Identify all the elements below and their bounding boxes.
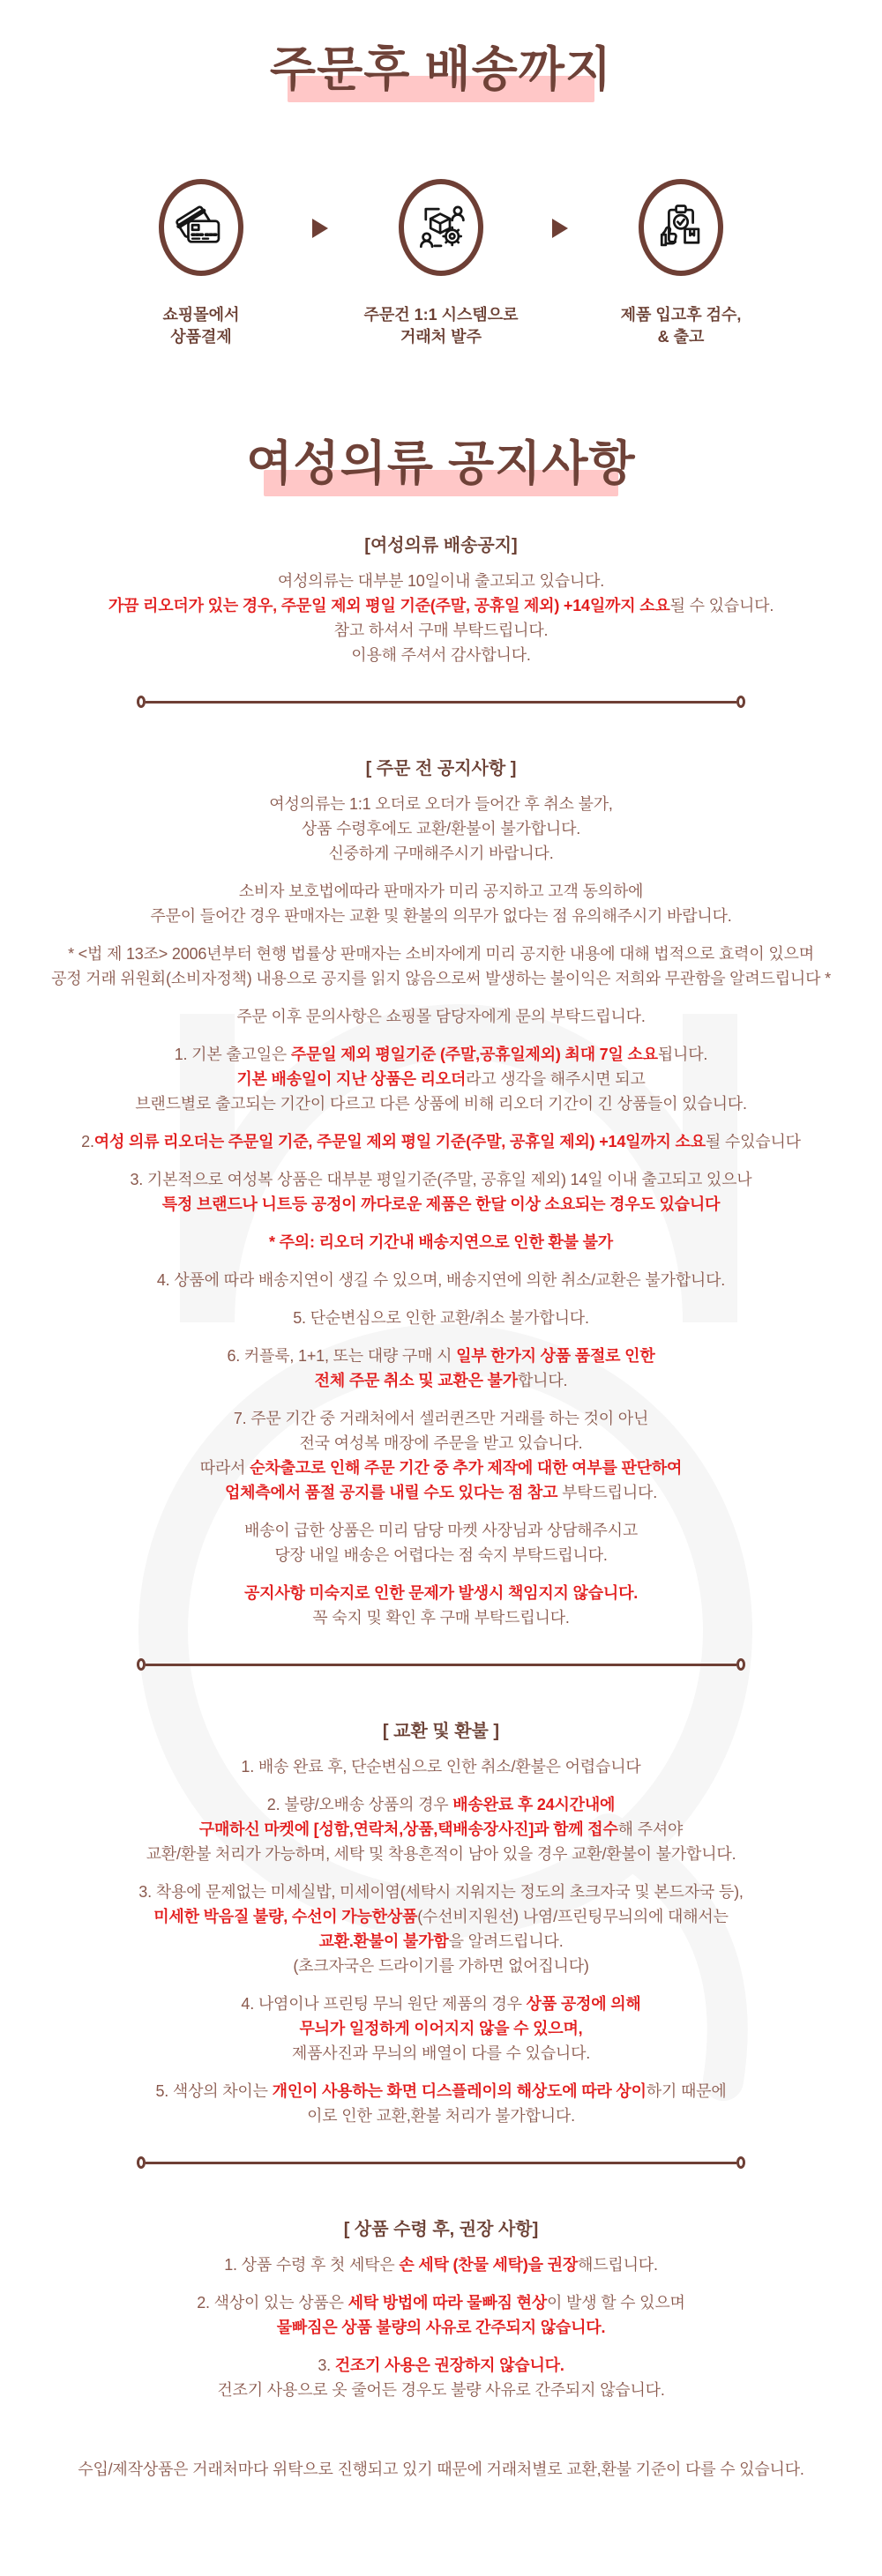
notice-text-segment: 해드립니다. <box>578 2256 658 2274</box>
process-step <box>331 179 551 348</box>
divider-dot <box>137 1658 146 1671</box>
page-title <box>0 0 882 100</box>
notice-title <box>0 426 882 494</box>
footer-note: 수입/제작상품은 거래처마다 위탁으로 진행되고 있기 때문에 거래처별로 교환,환불 기준이 다를 수 있습니다. <box>78 2461 804 2478</box>
notice-text-segment: 교환.환불이 불가함 <box>318 1932 449 1950</box>
notice-text-segment: 합니다. <box>517 1372 568 1389</box>
credit-card-icon <box>176 202 227 253</box>
notice-line <box>0 1306 882 1330</box>
notice-text-segment: 1. 기본 출고일은 <box>174 1046 291 1063</box>
notice-text-segment: 당장 내일 배송은 어렵다는 점 숙지 부탁드립니다. <box>274 1546 608 1564</box>
notice-paragraph <box>0 1992 882 2066</box>
divider-line <box>146 2162 736 2164</box>
notice-line <box>0 1268 882 1292</box>
notice-line <box>0 1129 882 1154</box>
section-divider <box>137 696 745 708</box>
notice-text-segment: (수선비지원선) 나염/프린팅무늬의에 대해서는 <box>417 1908 729 1925</box>
notice-text-segment: 이로 인한 교환,환불 처리가 불가합니다. <box>307 2107 575 2125</box>
notice-text-segment: 5. 색상의 차이는 <box>155 2082 273 2100</box>
divider-dot <box>736 696 745 708</box>
notice-line <box>0 904 882 928</box>
notice-text-segment: 6. 커플룩, 1+1, 또는 대량 구매 시 <box>227 1347 457 1365</box>
process-step-label-line: 상품결제 <box>170 328 232 346</box>
notice-text-segment: 업체측에서 품절 공지를 내릴 수도 있다는 점 참고 <box>224 1484 558 1501</box>
notice-text-segment: (초크자국은 드라이기를 가하면 없어집니다) <box>293 1957 589 1975</box>
notice-line <box>0 1431 882 1456</box>
notice-text-segment: 소비자 보호법에따라 판매자가 미리 공지하고 고객 동의하에 <box>238 882 644 900</box>
notice-text-segment: 주문일 제외 평일기준 (주말,공휴일제외) 최대 7일 소요 <box>290 1046 658 1063</box>
notice-paragraph <box>0 1754 882 1779</box>
notice-paragraph <box>0 1344 882 1393</box>
notice-paragraph <box>0 1268 882 1292</box>
notice-paragraph <box>0 1581 882 1630</box>
section-heading: [여성의류 배송공지] <box>364 536 518 555</box>
section-heading: [ 교환 및 환불 ] <box>382 1722 500 1741</box>
notice-paragraph <box>0 1167 882 1217</box>
notice-line <box>0 816 882 841</box>
notice-line <box>0 1792 882 1817</box>
divider-line <box>146 1664 736 1666</box>
notice-paragraph <box>0 1406 882 1505</box>
notice-text-segment: 일부 한가지 상품 품절로 인한 <box>456 1347 655 1365</box>
notice-text-segment: 상품 공정에 의해 <box>526 1995 641 2013</box>
notice-line <box>0 1992 882 2016</box>
notice-paragraph <box>0 569 882 667</box>
page-title-text: 주문후 배송까지 <box>265 32 617 100</box>
notice-text-segment: 라고 생각을 해주시면 되고 <box>466 1070 646 1088</box>
process-step-circle <box>399 179 483 276</box>
notice-text-segment: 배송이 급한 상품은 미리 담당 마켓 사장님과 상담해주시고 <box>243 1522 639 1539</box>
inspection-icon <box>655 202 706 253</box>
notice-text-segment: 이 발생 할 수 있으며 <box>547 2294 685 2312</box>
process-step-circle <box>159 179 243 276</box>
process-step <box>571 179 791 348</box>
process-step-label-line: 쇼핑몰에서 <box>162 306 240 324</box>
notice-line <box>0 2103 882 2128</box>
notice-paragraph <box>0 1042 882 1116</box>
notice-line <box>0 1581 882 1605</box>
notice-paragraph <box>0 1880 882 1978</box>
notice-section <box>0 1716 882 2169</box>
notice-text-segment: 교환/환불 처리가 가능하며, 세탁 및 착용흔적이 남아 있을 경우 교환/환불이 불가합니다. <box>146 1845 736 1863</box>
notice-text-segment: 이용해 주셔서 감사합니다. <box>351 646 531 664</box>
notice-line <box>0 1192 882 1217</box>
notice-line <box>0 2353 882 2378</box>
order-system-icon <box>415 202 467 253</box>
notice-line <box>0 1230 882 1254</box>
notice-text-segment: 4. 나염이나 프린팅 무늬 원단 제품의 경우 <box>241 1995 527 2013</box>
notice-line <box>0 879 882 904</box>
notice-paragraph <box>0 1230 882 1254</box>
notice-paragraph <box>0 879 882 928</box>
notice-paragraph <box>0 2353 882 2402</box>
notice-line <box>0 2378 882 2402</box>
notice-section <box>0 531 882 708</box>
notice-line <box>0 569 882 593</box>
notice-text-segment: 3. 기본적으로 여성복 상품은 대부분 평일기준(주말, 공휴일 제외) 14일 이내 출고되고 있으나 <box>130 1171 752 1188</box>
notice-text-segment: 주문이 들어간 경우 판매자는 교환 및 환불의 의무가 없다는 점 유의해주시기 바랍니다. <box>150 907 732 925</box>
section-divider <box>137 1658 745 1671</box>
notice-text-segment: 1. 배송 완료 후, 단순변심으로 인한 취소/환불은 어렵습니다 <box>241 1758 641 1776</box>
notice-line <box>0 1167 882 1192</box>
process-step-label <box>331 304 551 348</box>
notice-text-segment: 3. <box>318 2356 335 2374</box>
notice-paragraph <box>0 792 882 866</box>
notice-sections <box>0 531 882 2402</box>
notice-text-segment: 공지사항 미숙지로 인한 문제가 발생시 책임지지 않습니다. <box>243 1584 639 1602</box>
notice-line <box>0 1067 882 1091</box>
notice-line <box>0 1368 882 1393</box>
notice-text-segment: 3. 착용에 문제없는 미세실밥, 미세이염(세탁시 지워지는 정도의 초크자국 및 본드자국 등), <box>138 1883 744 1901</box>
notice-line <box>0 1456 882 1480</box>
notice-line <box>0 1480 882 1505</box>
process-step-label-line: 제품 입고후 검수, <box>620 306 742 324</box>
notice-line <box>0 1406 882 1431</box>
notice-text-segment: 4. 상품에 따라 배송지연이 생길 수 있으며, 배송지연에 의한 취소/교환은 불가합니다. <box>156 1271 726 1289</box>
notice-paragraph <box>0 1306 882 1330</box>
notice-text-segment: 해 주셔야 <box>617 1820 684 1838</box>
notice-text-segment: 될 수있습니다 <box>705 1133 801 1150</box>
notice-line <box>0 2252 882 2277</box>
notice-text-segment: 여성 의류 리오더는 주문일 기준, 주문일 제외 평일 기준(주말, 공휴일 제외) +14일까지 소요 <box>93 1133 706 1150</box>
notice-text-segment: 무늬가 일정하게 이어지지 않을 수 있으며, <box>299 2020 583 2037</box>
notice-line <box>0 1042 882 1067</box>
divider-dot <box>137 2156 146 2169</box>
notice-line <box>0 1344 882 1368</box>
notice-text-segment: 공정 거래 위원회(소비자정책) 내용으로 공지를 읽지 않음으로써 발생하는 불이익은 저희와 무관함을 알려드립니다 * <box>51 970 831 987</box>
notice-line <box>0 1518 882 1543</box>
notice-line <box>0 2315 882 2340</box>
notice-line <box>0 1004 882 1029</box>
process-step-circle <box>639 179 723 276</box>
notice-section <box>0 754 882 1671</box>
notice-line <box>0 2041 882 2066</box>
notice-text-segment: 순차출고로 인해 주문 기간 중 추가 제작에 대한 여부를 판단하여 <box>250 1459 683 1477</box>
section-heading: [ 주문 전 공지사항 ] <box>365 759 517 778</box>
notice-text-segment: * 주의: 리오더 기간내 배송지연으로 인한 환불 불가 <box>269 1233 613 1251</box>
notice-text-segment: 따라서 <box>199 1459 250 1477</box>
notice-text-segment: 여성의류는 1:1 오더로 오더가 들어간 후 취소 불가, <box>269 795 613 813</box>
process-step <box>91 179 311 348</box>
notice-line <box>0 1929 882 1954</box>
notice-text-segment: 하기 때문에 <box>646 2082 727 2100</box>
notice-text-segment: 손 세탁 (찬물 세탁)을 권장 <box>399 2256 579 2274</box>
notice-line <box>0 1880 882 1904</box>
notice-line <box>0 841 882 866</box>
notice-text-segment: 건조기 사용으로 옷 줄어든 경우도 불량 사유로 간주되지 않습니다. <box>217 2381 665 2399</box>
notice-title-text: 여성의류 공지사항 <box>241 426 640 494</box>
notice-text-segment: 제품사진과 무늬의 배열이 다를 수 있습니다. <box>291 2044 591 2062</box>
notice-line <box>0 1754 882 1779</box>
notice-line <box>0 1904 882 1929</box>
arrow-right-icon <box>551 218 571 239</box>
divider-dot <box>736 2156 745 2169</box>
notice-text-segment: 5. 단순변심으로 인한 교환/취소 불가합니다. <box>293 1309 589 1327</box>
notice-text-segment: 구매하신 마켓에 [성함,연락처,상품,택배송장사진]과 함께 접수 <box>198 1820 618 1838</box>
notice-line <box>0 966 882 991</box>
notice-paragraph <box>0 2079 882 2128</box>
notice-line <box>0 2079 882 2103</box>
notice-section <box>0 2215 882 2402</box>
notice-line <box>0 1817 882 1842</box>
notice-line <box>0 618 882 643</box>
notice-text-segment: 특정 브랜드나 니트등 공정이 까다로운 제품은 한달 이상 소요되는 경우도 있습니다 <box>161 1195 721 1213</box>
process-step-label-line: 주문건 1:1 시스템으로 <box>363 306 519 324</box>
notice-text-segment: 부탁드립니다. <box>557 1484 658 1501</box>
notice-paragraph <box>0 1004 882 1029</box>
notice-text-segment: * <법 제 13조> 2006년부터 현행 법률상 판매자는 소비자에게 미리 공지한 내용에 대해 법적으로 효력이 있으며 <box>68 945 814 963</box>
notice-text-segment: 여성의류는 대부분 10일이내 출고되고 있습니다. <box>277 572 605 590</box>
notice-text-segment: 전국 여성복 매장에 주문을 받고 있습니다. <box>299 1434 583 1452</box>
notice-paragraph <box>0 1518 882 1567</box>
notice-paragraph <box>0 2252 882 2277</box>
process-step-label-line: & 출고 <box>657 328 705 346</box>
notice-text-segment: 을 알려드립니다. <box>448 1932 564 1950</box>
notice-text-segment: 개인이 사용하는 화면 디스플레이의 해상도에 따라 상이 <box>272 2082 647 2100</box>
notice-text-segment: 미세한 박음질 불량, 수선이 가능한상품 <box>153 1908 418 1925</box>
notice-text-segment: 참고 하셔서 구매 부탁드립니다. <box>333 622 549 639</box>
notice-text-segment: 됩니다. <box>657 1046 708 1063</box>
notice-line <box>0 1543 882 1567</box>
notice-text-segment: 상품 수령후에도 교환/환불이 불가합니다. <box>301 820 581 838</box>
notice-line <box>0 1605 882 1630</box>
notice-text-segment: 브랜드별로 출고되는 기간이 다르고 다른 상품에 비해 리오더 기간이 긴 상품들이 있습니다. <box>135 1095 747 1113</box>
notice-text-segment: 배송완료 후 24시간내에 <box>452 1796 616 1813</box>
notice-text-segment: 물빠짐은 상품 불량의 사유로 간주되지 않습니다. <box>276 2319 606 2336</box>
notice-text-segment: 건조기 사용은 권장하지 않습니다. <box>334 2356 564 2374</box>
divider-dot <box>736 1658 745 1671</box>
notice-line <box>0 2016 882 2041</box>
process-step-label <box>91 304 311 348</box>
notice-line <box>0 942 882 966</box>
notice-text-segment: 세탁 방법에 따라 물빠짐 현상 <box>348 2294 548 2312</box>
arrow-right-icon <box>311 218 331 239</box>
notice-paragraph <box>0 1792 882 1866</box>
process-step-label <box>571 304 791 348</box>
notice-text-segment: 신중하게 구매해주시기 바랍니다. <box>328 845 554 862</box>
notice-text-segment: 7. 주문 기간 중 거래처에서 셀러퀸즈만 거래를 하는 것이 아닌 <box>233 1410 649 1427</box>
notice-line <box>0 1091 882 1116</box>
notice-text-segment: 기본 배송일이 지난 상품은 리오더 <box>236 1070 467 1088</box>
notice-paragraph <box>0 1129 882 1154</box>
divider-line <box>146 701 736 704</box>
shipping-process-row <box>0 179 882 348</box>
divider-dot <box>137 696 146 708</box>
notice-text-segment: 1. 상품 수령 후 첫 세탁은 <box>224 2256 400 2274</box>
notice-text-segment: 전체 주문 취소 및 교환은 불가 <box>314 1372 518 1389</box>
notice-line <box>0 1842 882 1866</box>
notice-line <box>0 792 882 816</box>
notice-paragraph <box>0 2290 882 2340</box>
process-step-label-line: 거래처 발주 <box>400 328 482 346</box>
notice-line <box>0 593 882 618</box>
section-heading: [ 상품 수령 후, 권장 사항] <box>343 2220 539 2239</box>
notice-line <box>0 1954 882 1978</box>
notice-text-segment: 주문 이후 문의사항은 쇼핑몰 담당자에게 문의 부탁드립니다. <box>236 1008 646 1025</box>
notice-line <box>0 643 882 667</box>
notice-text-segment: 2. 불량/오배송 상품의 경우 <box>266 1796 453 1813</box>
notice-paragraph <box>0 942 882 991</box>
notice-text-segment: 가끔 리오더가 있는 경우, 주문일 제외 평일 기준(주말, 공휴일 제외) +14일까지 소요 <box>108 597 670 614</box>
section-divider <box>137 2156 745 2169</box>
notice-text-segment: 될 수 있습니다. <box>669 597 774 614</box>
notice-line <box>0 2290 882 2315</box>
notice-text-segment: 2. <box>81 1133 94 1150</box>
notice-text-segment: 꼭 숙지 및 확인 후 구매 부탁드립니다. <box>312 1609 570 1627</box>
notice-text-segment: 2. 색상이 있는 상품은 <box>197 2294 348 2312</box>
